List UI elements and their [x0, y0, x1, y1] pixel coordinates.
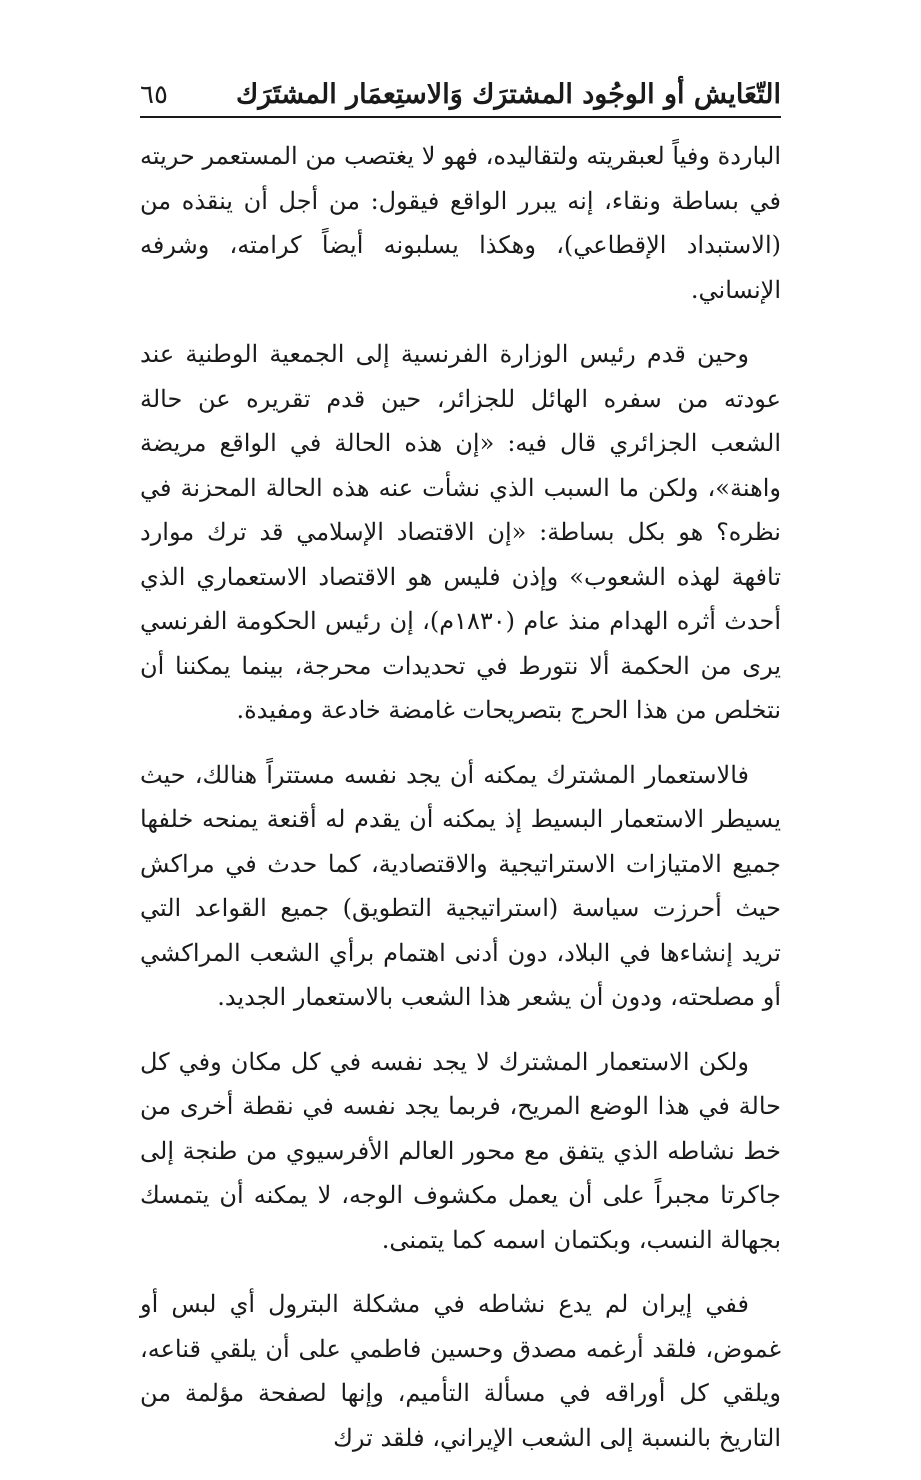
paragraph: فالاستعمار المشترك يمكنه أن يجد نفسه مستتراً هنالك، حيث يسيطر الاستعمار البسيط إذ يمكنه أن يقدم له أقنعة يمنحه خلفها جميع الامتيازات الاستراتيجية والاقتصادية، كما حدث في مراكش حيث أحرزت سياسة (استراتيجية التطويق) جميع القواعد التي تريد إنشاءها في البلاد، دون أدنى اهتمام برأي الشعب المراكشي أو مصلحته، ودون أن يشعر هذا الشعب بالاستعمار الجديد. [140, 760, 781, 1011]
paragraph: وحين قدم رئيس الوزارة الفرنسية إلى الجمعية الوطنية عند عودته من سفره الهائل للجزائر، حين قدم تقريره عن حالة الشعب الجزائري قال فيه: «إن هذه الحالة في الواقع مريضة واهنة»، ولكن ما السبب الذي نشأت عنه هذه الحالة المحزنة في نظره؟ هو بكل بساطة: «إن الاقتصاد الإسلامي قد ترك موارد تافهة لهذه الشعوب» وإذن فليس هو الاقتصاد الاستعماري الذي أحدث أثره الهدام منذ عام (١٨٣٠م)، إن رئيس الحكومة الفرنسي يرى من الحكمة ألا نتورط في تحديدات محرجة، بينما يمكننا أن نتخلص من هذا الحرج بتصريحات غامضة خادعة ومفيدة. [140, 340, 782, 724]
page-header [140, 72, 781, 118]
paragraph: الباردة وفياً لعبقريته ولتقاليده، فهو لا يغتصب من المستعمر حريته في بساطة ونقاء، إنه يبرر الواقع فيقول: من أجل أن ينقذه من (الاستبداد الإقطاعي)، وهكذا يسلبونه أيضاً كرامته، وشرفه الإنساني. [140, 142, 781, 304]
paragraph: ولكن الاستعمار المشترك لا يجد نفسه في كل مكان وفي كل حالة في هذا الوضع المريح، فربما يجد نفسه في نقطة أخرى من خط نشاطه الذي يتفق مع محور العالم الأفرسيوي من طنجة إلى جاكرتا مجبراً على أن يعمل مكشوف الوجه، لا يمكنه أن يتمسك بجهالة النسب، وبكتمان اسمه كما يتمنى. [140, 1047, 781, 1254]
paragraph: ففي إيران لم يدع نشاطه في مشكلة البترول أي لبس أو غموض، فلقد أرغمه مصدق وحسين فاطمي على أن يلقي قناعه، ويلقي كل أوراقه في مسألة التأميم، وإنها لصفحة مؤلمة من التاريخ بالنسبة إلى الشعب الإيراني، فلقد ترك [140, 1290, 781, 1452]
page-number: ٦٥ [140, 80, 168, 110]
running-title: التّعَايش أو الوجُود المشترَك وَالاستِعمَار المشتَرَك [236, 79, 781, 110]
body-text [140, 134, 781, 1480]
